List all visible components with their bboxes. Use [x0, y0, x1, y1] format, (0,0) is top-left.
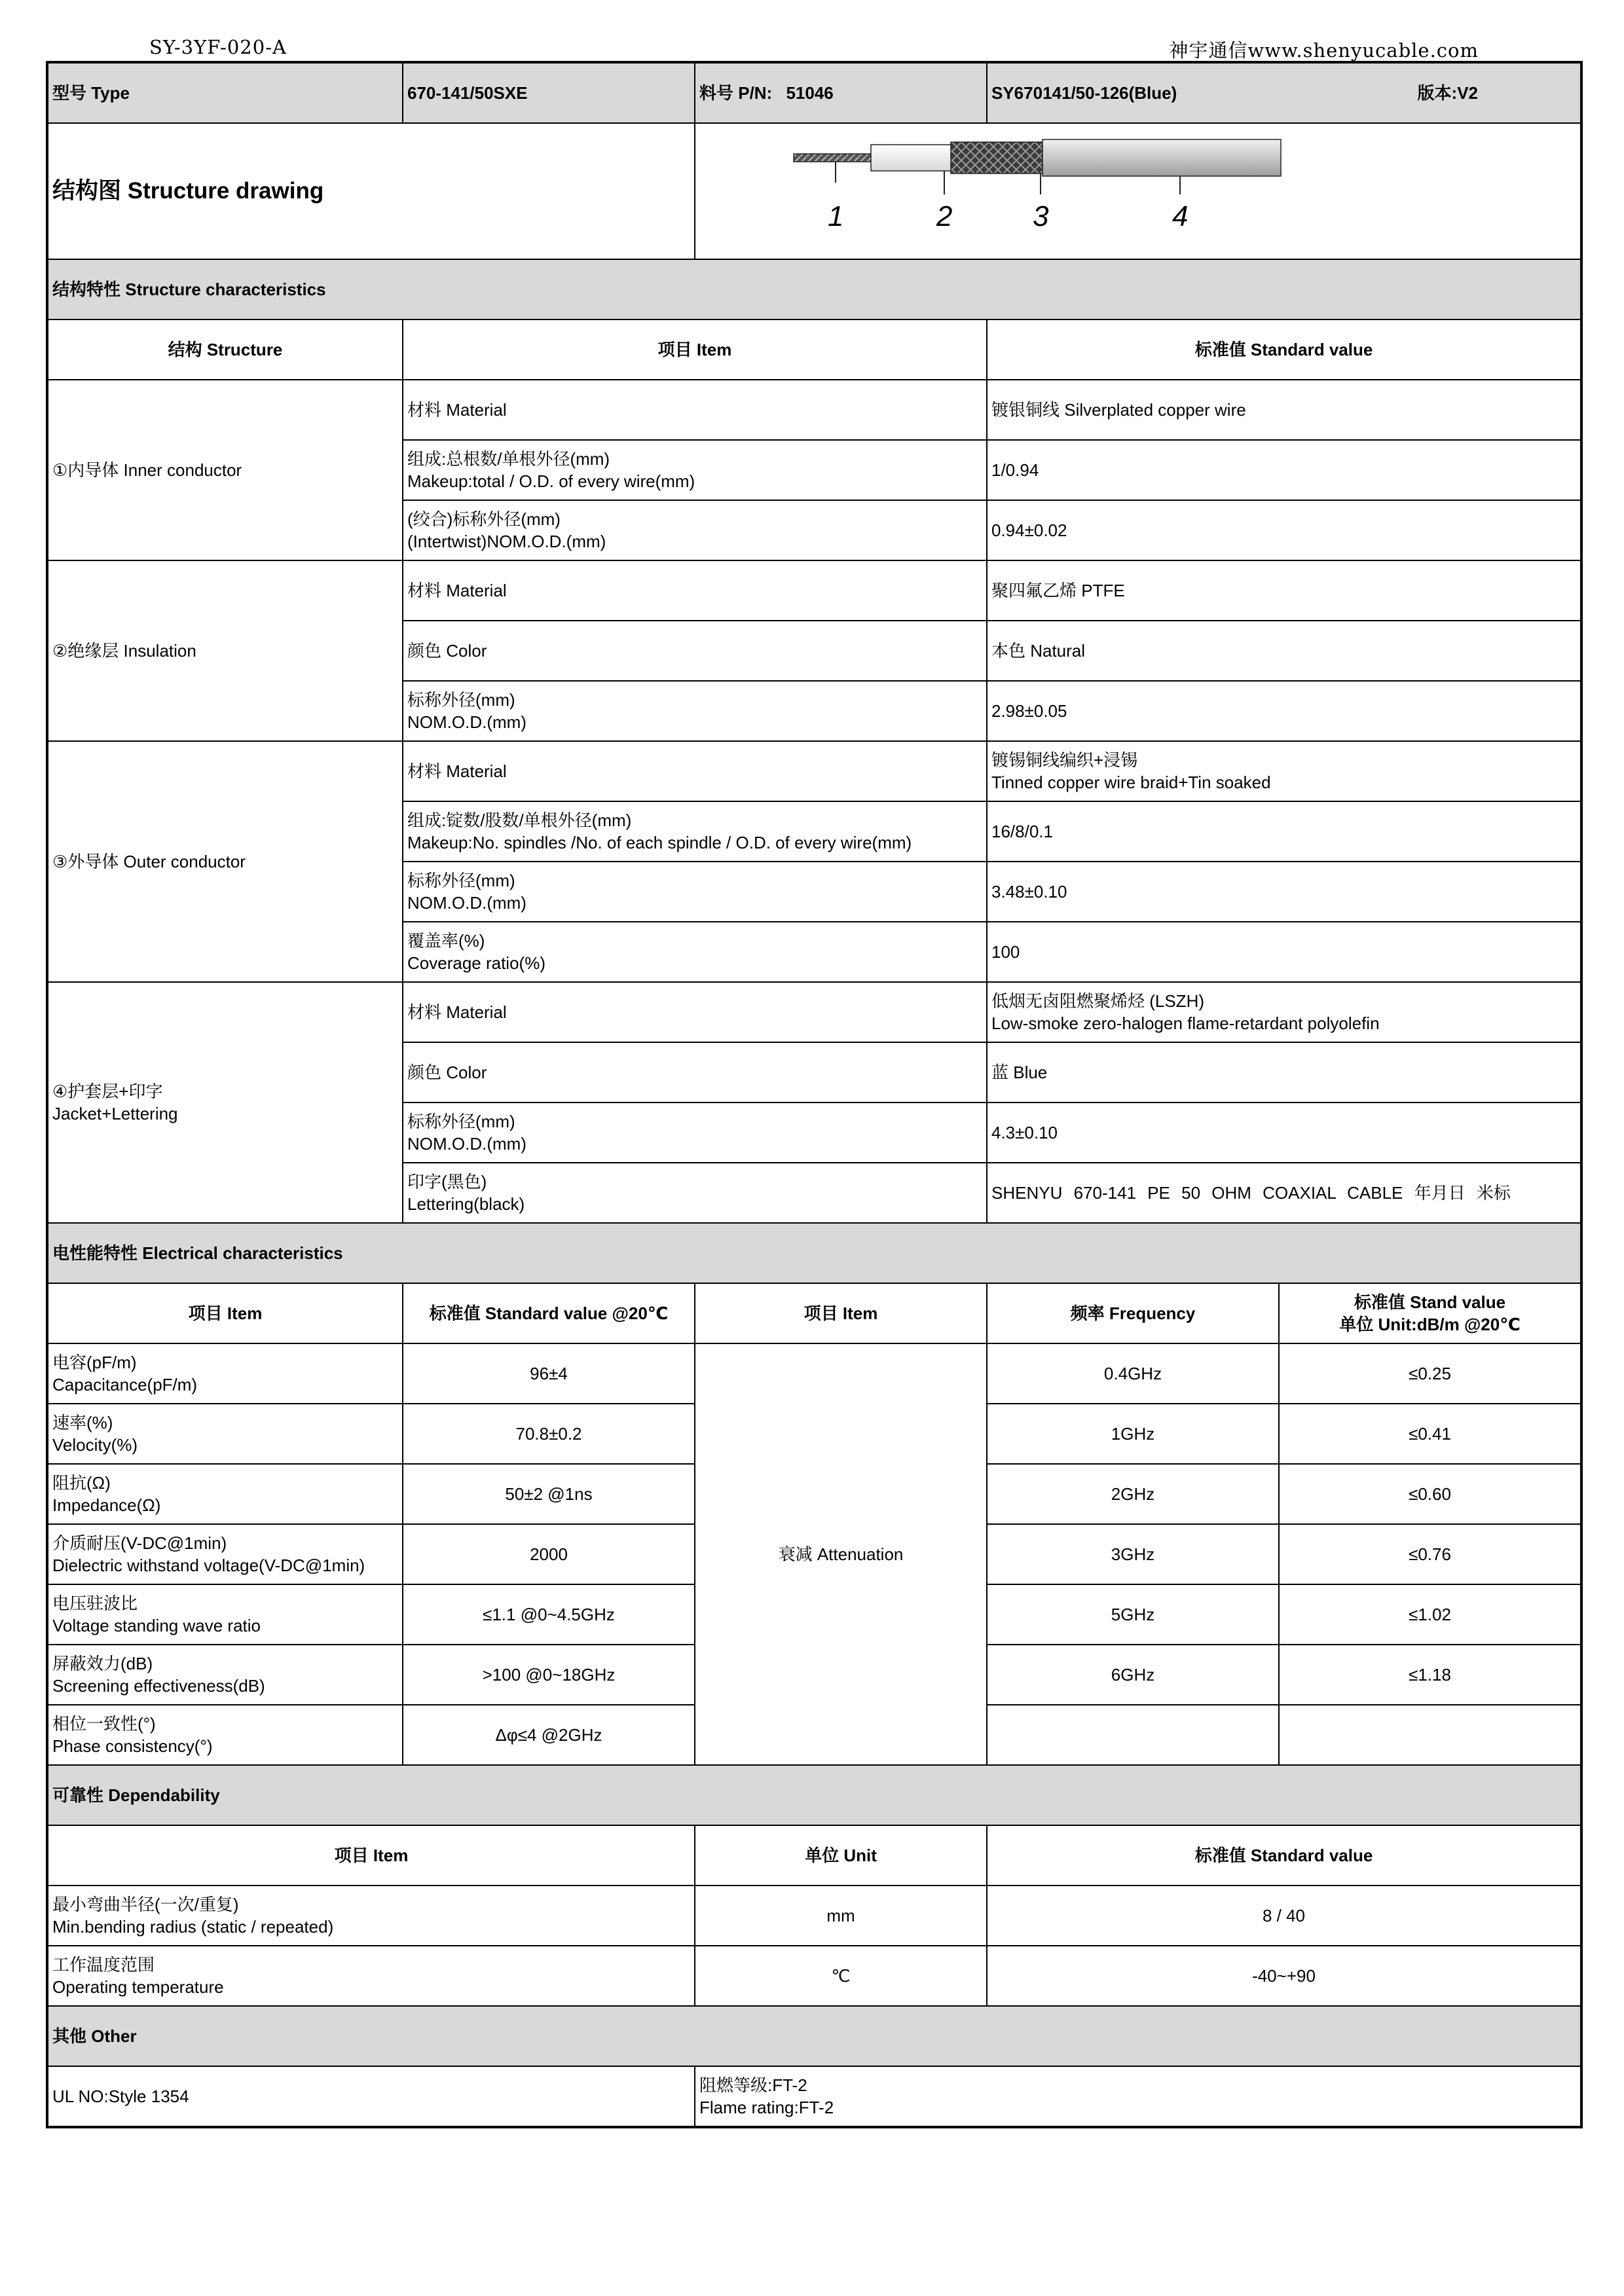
- stand-value-unit: 单位 Unit:dB/m @20℃: [1339, 1315, 1521, 1334]
- drawing-label: 结构图 Structure drawing: [47, 123, 695, 259]
- group-inner-conductor: ①内导体 Inner conductor: [47, 380, 403, 560]
- value-cell: 本色 Natural: [987, 621, 1581, 681]
- value-cell: >100 @0~18GHz: [403, 1645, 695, 1705]
- doc-code: SY-3YF-020-A: [149, 36, 287, 58]
- dependability-column-headers: [47, 1825, 1581, 1886]
- flame-rating: [695, 2066, 1581, 2127]
- table-row: [47, 982, 1581, 1042]
- attenuation-value: ≤0.60: [1279, 1464, 1581, 1524]
- ul-number: UL NO:Style 1354: [47, 2066, 695, 2127]
- pn-value: 51046: [786, 83, 834, 103]
- table-row: [47, 380, 1581, 440]
- attenuation-value: ≤1.18: [1279, 1645, 1581, 1705]
- item-zh: 工作温度范围: [52, 1955, 155, 1975]
- table-row: [47, 1886, 1581, 1946]
- inner-conductor-shape: [794, 154, 872, 162]
- attenuation-label: 衰减 Attenuation: [695, 1343, 987, 1765]
- item-cell: [403, 500, 987, 560]
- col-item: 项目 Item: [403, 319, 987, 380]
- item-cell: [403, 681, 987, 741]
- item-zh: 组成:总根数/单根外径(mm): [407, 449, 610, 469]
- item-cell: 颜色 Color: [403, 1042, 987, 1102]
- frequency-cell: 3GHz: [987, 1524, 1279, 1584]
- item-cell: [47, 1584, 403, 1645]
- type-value: 670-141/50SXE: [403, 62, 695, 123]
- item-cell: [403, 440, 987, 500]
- item-zh: 相位一致性(°): [52, 1714, 156, 1734]
- item-zh: 电容(pF/m): [52, 1353, 137, 1372]
- item-zh: 覆盖率(%): [407, 931, 485, 951]
- spec-sheet: [46, 61, 1583, 2128]
- table-row: [47, 741, 1581, 801]
- col-standard: 标准值 Standard value: [987, 319, 1581, 380]
- value-cell: 2.98±0.05: [987, 681, 1581, 741]
- table-row: [47, 2066, 1581, 2127]
- frequency-cell: 2GHz: [987, 1464, 1279, 1524]
- attenuation-value: ≤0.76: [1279, 1524, 1581, 1584]
- item-en: NOM.O.D.(mm): [407, 1134, 526, 1154]
- value-cell: 蓝 Blue: [987, 1042, 1581, 1102]
- sy-code-cell: [987, 62, 1581, 123]
- item-zh: 标称外径(mm): [407, 1112, 515, 1131]
- attenuation-value: ≤0.25: [1279, 1343, 1581, 1404]
- callout-2: 2: [936, 200, 953, 232]
- drawing-row: [47, 123, 1581, 259]
- item-zh: (绞合)标称外径(mm): [407, 509, 561, 529]
- attenuation-value: ≤1.02: [1279, 1584, 1581, 1645]
- braid-shape: [951, 142, 1044, 173]
- table-row: [47, 560, 1581, 621]
- item-zh: 屏蔽效力(dB): [52, 1654, 153, 1673]
- item-cell: [47, 1404, 403, 1464]
- item-cell: 材料 Material: [403, 560, 987, 621]
- value-zh: 低烟无卤阻燃聚烯烃 (LSZH): [991, 991, 1205, 1011]
- value-cell: 8 / 40: [987, 1886, 1581, 1946]
- item-zh: 电压驻波比: [52, 1594, 138, 1613]
- item-cell: [47, 1886, 695, 1946]
- item-en: Coverage ratio(%): [407, 953, 545, 973]
- value-en: Low-smoke zero-halogen flame-retardant polyolefin: [991, 1013, 1380, 1033]
- value-cell: 0.94±0.02: [987, 500, 1581, 560]
- col-item: 项目 Item: [47, 1283, 403, 1343]
- item-en: NOM.O.D.(mm): [407, 893, 526, 913]
- item-en: Makeup:total / O.D. of every wire(mm): [407, 471, 695, 491]
- item-cell: 颜色 Color: [403, 621, 987, 681]
- item-cell: 材料 Material: [403, 741, 987, 801]
- value-cell: -40~+90: [987, 1946, 1581, 2006]
- item-zh: 阻抗(Ω): [52, 1473, 111, 1493]
- value-cell: 1/0.94: [987, 440, 1581, 500]
- type-label: 型号 Type: [47, 62, 403, 123]
- item-en: Capacitance(pF/m): [52, 1375, 198, 1394]
- item-en: Lettering(black): [407, 1194, 525, 1214]
- value-cell: ≤1.1 @0~4.5GHz: [403, 1584, 695, 1645]
- item-en: Makeup:No. spindles /No. of each spindle / O.D. of every wire(mm): [407, 833, 912, 852]
- unit-cell: ℃: [695, 1946, 987, 2006]
- frequency-cell: 6GHz: [987, 1645, 1279, 1705]
- item-zh: 速率(%): [52, 1413, 113, 1432]
- other-title: 其他 Other: [47, 2006, 1581, 2066]
- electrical-section-header: [47, 1223, 1581, 1283]
- group-insulation: ②绝缘层 Insulation: [47, 560, 403, 741]
- group-jacket-lettering: [47, 982, 403, 1223]
- value-cell: 70.8±0.2: [403, 1404, 695, 1464]
- item-zh: 标称外径(mm): [407, 871, 515, 890]
- frequency-cell: 1GHz: [987, 1404, 1279, 1464]
- attenuation-value: [1279, 1705, 1581, 1765]
- value-cell: 100: [987, 922, 1581, 982]
- top-row: [47, 62, 1581, 123]
- item-cell: [47, 1946, 695, 2006]
- item-en: Voltage standing wave ratio: [52, 1616, 261, 1635]
- callout-1: 1: [828, 200, 844, 232]
- value-cell: 2000: [403, 1524, 695, 1584]
- other-section-header: [47, 2006, 1581, 2066]
- item-cell: [47, 1524, 403, 1584]
- item-cell: [403, 1163, 987, 1223]
- col-item-2: 项目 Item: [695, 1283, 987, 1343]
- value-cell: Δφ≤4 @2GHz: [403, 1705, 695, 1765]
- structure-title: 结构特性 Structure characteristics: [47, 259, 1581, 319]
- item-zh: 介质耐压(V-DC@1min): [52, 1533, 227, 1553]
- item-en: Min.bending radius (static / repeated): [52, 1917, 334, 1937]
- item-en: Impedance(Ω): [52, 1495, 161, 1515]
- item-en: Velocity(%): [52, 1435, 138, 1455]
- group-name-en: Jacket+Lettering: [52, 1104, 178, 1123]
- group-name-zh: ④护套层+印字: [52, 1082, 163, 1101]
- pn-label: 料号 P/N:: [699, 83, 773, 103]
- col-standard: 标准值 Standard value: [987, 1825, 1581, 1886]
- item-en: Phase consistency(°): [52, 1736, 213, 1756]
- item-cell: [47, 1464, 403, 1524]
- cable-cross-section-drawing: [695, 124, 1581, 259]
- value-cell: 16/8/0.1: [987, 801, 1581, 862]
- callout-4: 4: [1172, 200, 1189, 232]
- insulation-shape: [871, 145, 953, 171]
- item-cell: [403, 801, 987, 862]
- item-en: (Intertwist)NOM.O.D.(mm): [407, 532, 606, 551]
- item-cell: 材料 Material: [403, 380, 987, 440]
- electrical-column-headers: [47, 1283, 1581, 1343]
- unit-cell: mm: [695, 1886, 987, 1946]
- dependability-title: 可靠性 Dependability: [47, 1765, 1581, 1825]
- item-cell: [403, 922, 987, 982]
- col-unit: 单位 Unit: [695, 1825, 987, 1886]
- col-structure: 结构 Structure: [47, 319, 403, 380]
- item-cell: [47, 1705, 403, 1765]
- structure-drawing: [695, 123, 1581, 259]
- sy-code: SY670141/50-126(Blue): [991, 83, 1177, 103]
- group-outer-conductor: ③外导体 Outer conductor: [47, 741, 403, 982]
- frequency-cell: [987, 1705, 1279, 1765]
- pn-cell: [695, 62, 987, 123]
- frequency-cell: 5GHz: [987, 1584, 1279, 1645]
- frequency-cell: 0.4GHz: [987, 1343, 1279, 1404]
- flame-rating-zh: 阻燃等级:FT-2: [699, 2075, 807, 2095]
- value-cell: [987, 982, 1581, 1042]
- item-zh: 最小弯曲半径(一次/重复): [52, 1895, 239, 1914]
- item-en: NOM.O.D.(mm): [407, 712, 526, 732]
- item-en: Dielectric withstand voltage(V-DC@1min): [52, 1556, 365, 1575]
- value-zh: 镀锡铜线编织+浸锡: [991, 750, 1138, 770]
- value-en: Tinned copper wire braid+Tin soaked: [991, 773, 1271, 792]
- version-label: 版本:V2: [1417, 83, 1479, 103]
- item-en: Operating temperature: [52, 1977, 224, 1997]
- callout-3: 3: [1033, 200, 1049, 232]
- dependability-section-header: [47, 1765, 1581, 1825]
- value-cell: [987, 741, 1581, 801]
- item-cell: [47, 1645, 403, 1705]
- value-cell: SHENYU 670-141 PE 50 OHM COAXIAL CABLE 年月日 米标: [987, 1163, 1581, 1223]
- value-cell: 镀银铜线 Silverplated copper wire: [987, 380, 1581, 440]
- value-cell: 4.3±0.10: [987, 1102, 1581, 1163]
- attenuation-value: ≤0.41: [1279, 1404, 1581, 1464]
- item-en: Screening effectiveness(dB): [52, 1676, 265, 1696]
- value-cell: 3.48±0.10: [987, 862, 1581, 922]
- table-row: [47, 1946, 1581, 2006]
- item-cell: 材料 Material: [403, 982, 987, 1042]
- flame-rating-en: Flame rating:FT-2: [699, 2098, 834, 2117]
- item-cell: [47, 1343, 403, 1404]
- item-cell: [403, 862, 987, 922]
- value-cell: 聚四氟乙烯 PTFE: [987, 560, 1581, 621]
- structure-section-header: [47, 259, 1581, 319]
- value-cell: 50±2 @1ns: [403, 1464, 695, 1524]
- structure-column-headers: [47, 319, 1581, 380]
- jacket-shape: [1043, 139, 1281, 176]
- col-standard-value: 标准值 Standard value @20℃: [403, 1283, 695, 1343]
- item-zh: 组成:锭数/股数/单根外径(mm): [407, 811, 632, 830]
- value-cell: 96±4: [403, 1343, 695, 1404]
- company-site: 神宇通信www.shenyucable.com: [1169, 39, 1479, 62]
- stand-value-label: 标准值 Stand value: [1354, 1292, 1506, 1312]
- item-cell: [403, 1102, 987, 1163]
- col-item: 项目 Item: [47, 1825, 695, 1886]
- item-zh: 印字(黑色): [407, 1172, 487, 1192]
- col-frequency: 频率 Frequency: [987, 1283, 1279, 1343]
- col-stand-value: [1279, 1283, 1581, 1343]
- table-row: [47, 1343, 1581, 1404]
- electrical-title: 电性能特性 Electrical characteristics: [47, 1223, 1581, 1283]
- item-zh: 标称外径(mm): [407, 690, 515, 710]
